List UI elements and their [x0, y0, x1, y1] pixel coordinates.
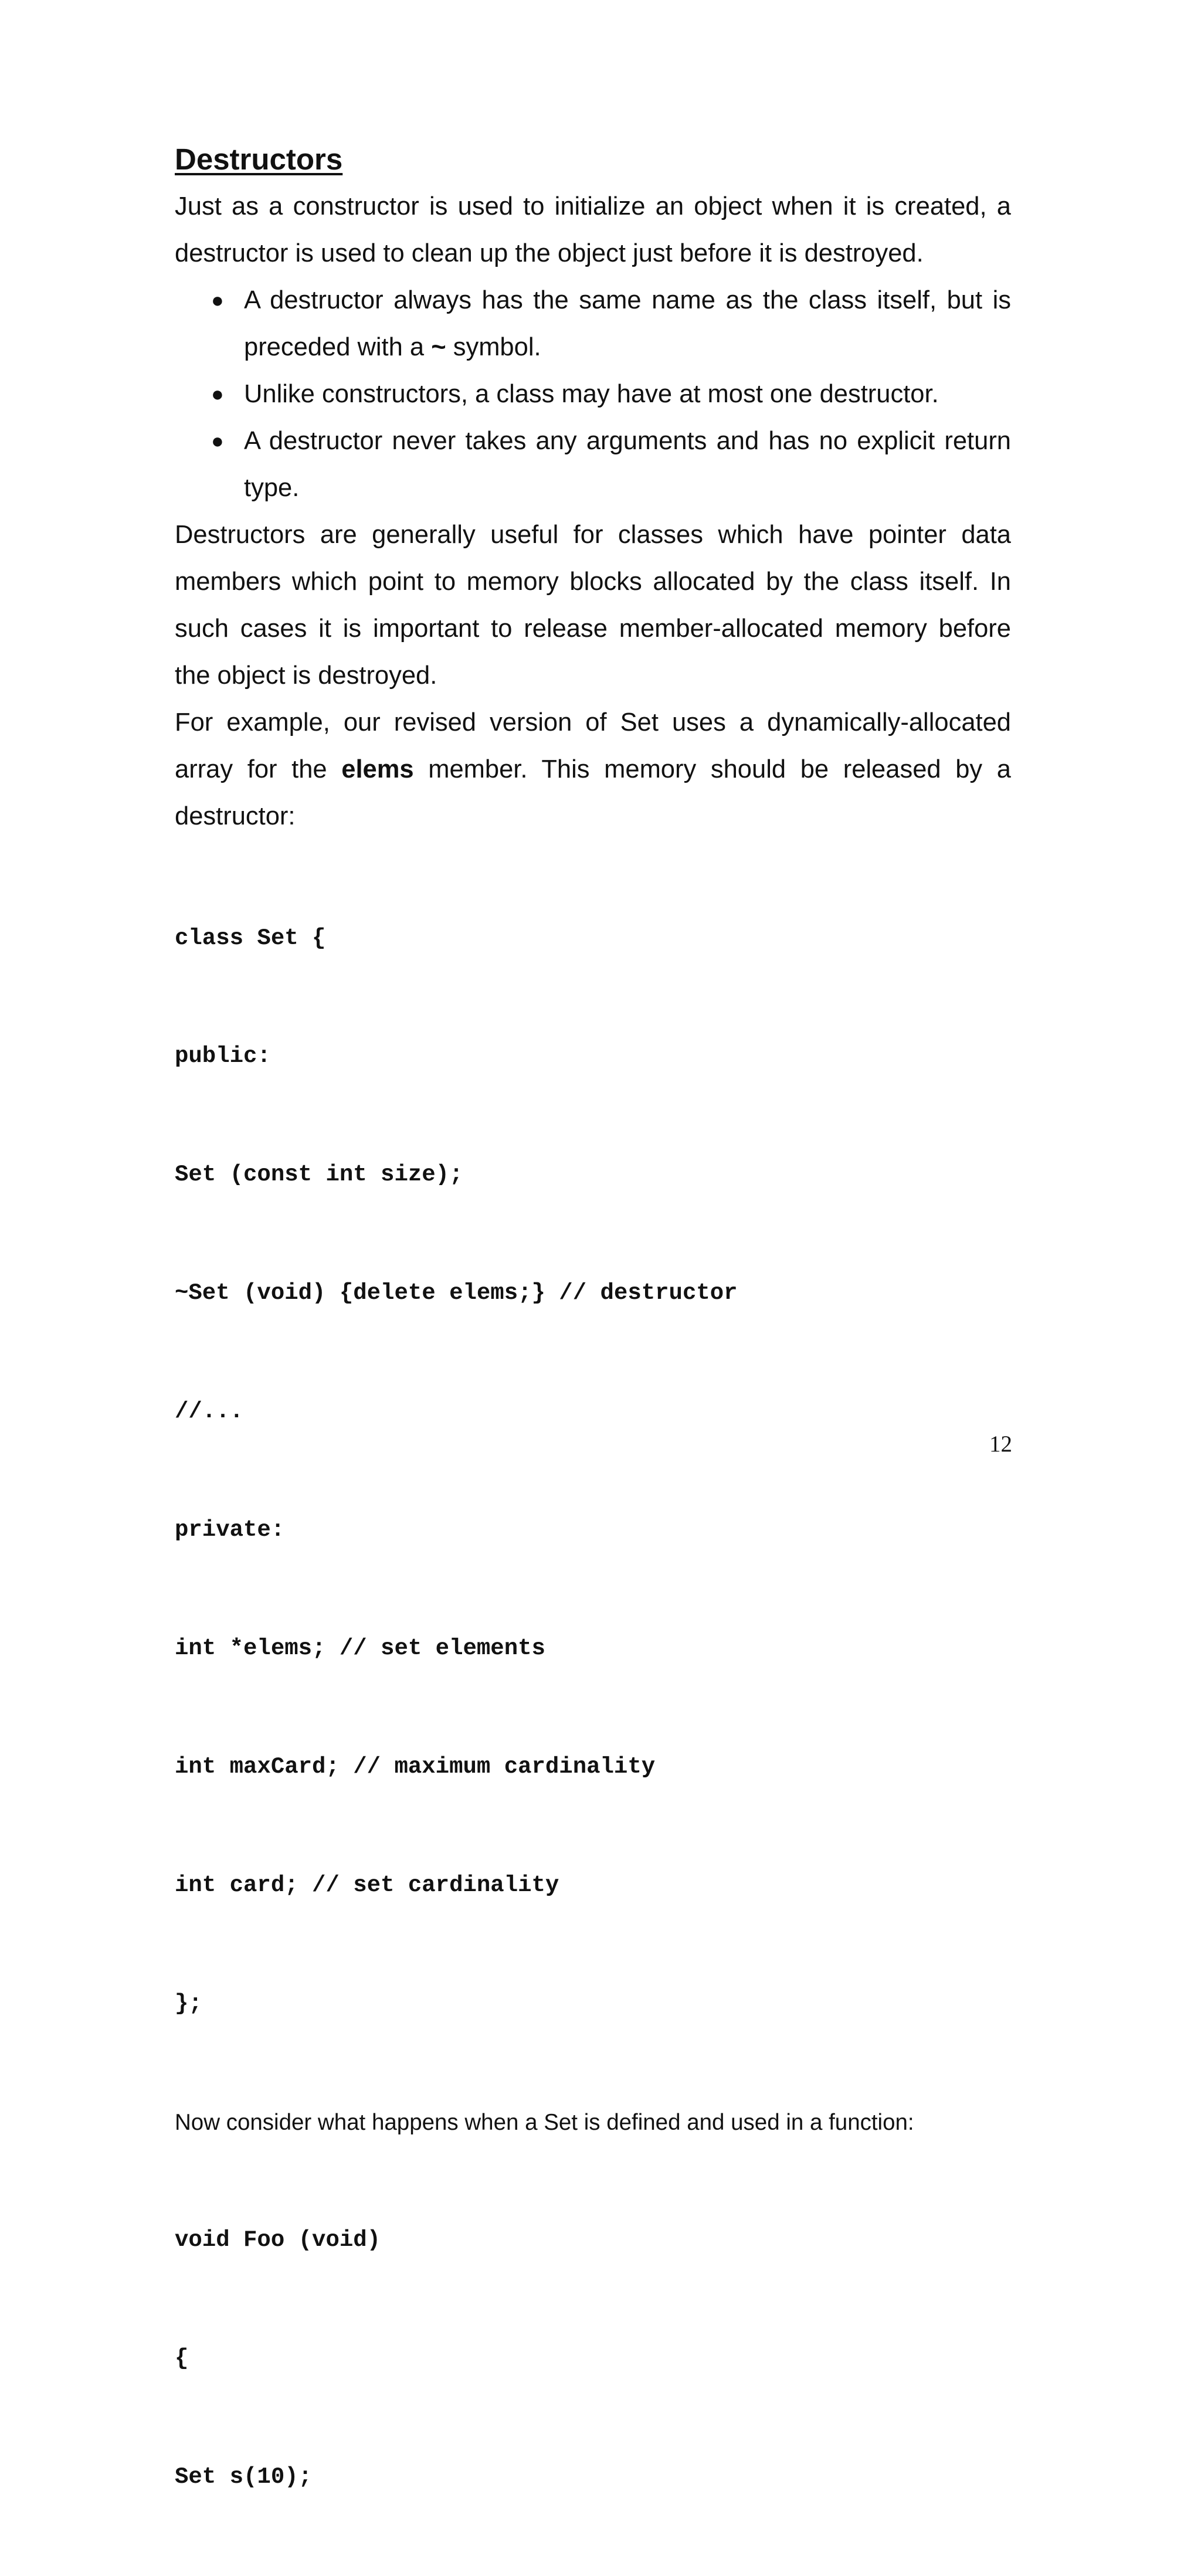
code-line: int *elems; // set elements: [175, 1635, 545, 1661]
code-line: ~Set (void) {delete elems;} // destructor: [175, 1280, 738, 1306]
tilde-symbol: ~: [431, 333, 446, 361]
elems-keyword: elems: [341, 755, 414, 783]
bullet-icon: ●: [211, 429, 224, 453]
code-line: int card; // set cardinality: [175, 1872, 559, 1898]
bullet-item-1: ● A destructor always has the same name as the class itself, but is preceded with a ~ symbol.: [244, 277, 1011, 371]
page-number: 12: [989, 1431, 1012, 1457]
example-paragraph: For example, our revised version of Set uses a dynamically-allocated array for the elems member. This memory should be released by a destructor:: [175, 708, 1011, 830]
bullet-item-3: ● A destructor never takes any arguments and has no explicit return type.: [244, 418, 1011, 511]
code-line: private:: [175, 1517, 285, 1543]
bullet-item-2: ● Unlike constructors, a class may have at most one destructor.: [244, 371, 1011, 418]
function-usage-paragraph: Now consider what happens when a Set is defined and used in a function:: [175, 2109, 914, 2135]
code-line: {: [175, 2346, 189, 2372]
intro-paragraph: Just as a constructor is used to initialize an object when it is created, a destructor is used to clean up the object just before it is destroyed.: [175, 192, 1011, 267]
code-line: class Set {: [175, 925, 326, 951]
code-line: Set s(10);: [175, 2464, 313, 2490]
code-line: Set (const int size);: [175, 1162, 463, 1188]
code-line: int maxCard; // maximum cardinality: [175, 1753, 656, 1780]
code-line: };: [175, 1990, 202, 2017]
code-block-set-class: [175, 840, 1011, 2103]
section-title: Destructors: [175, 142, 343, 176]
code-line: public:: [175, 1043, 271, 1070]
bullet-icon: ●: [211, 382, 224, 406]
document-page: [175, 136, 1011, 2576]
code-block-foo-function: [175, 2142, 1011, 2576]
bullet-list: [175, 277, 1011, 511]
code-line: void Foo (void): [175, 2227, 381, 2253]
bullet-icon: ●: [211, 288, 224, 312]
pointer-members-paragraph: Destructors are generally useful for classes which have pointer data members which point to memory blocks allocated by the class itself. In such cases it is important to release member-allocated memory before the object is destroyed.: [175, 521, 1011, 690]
code-line: //...: [175, 1399, 244, 1425]
